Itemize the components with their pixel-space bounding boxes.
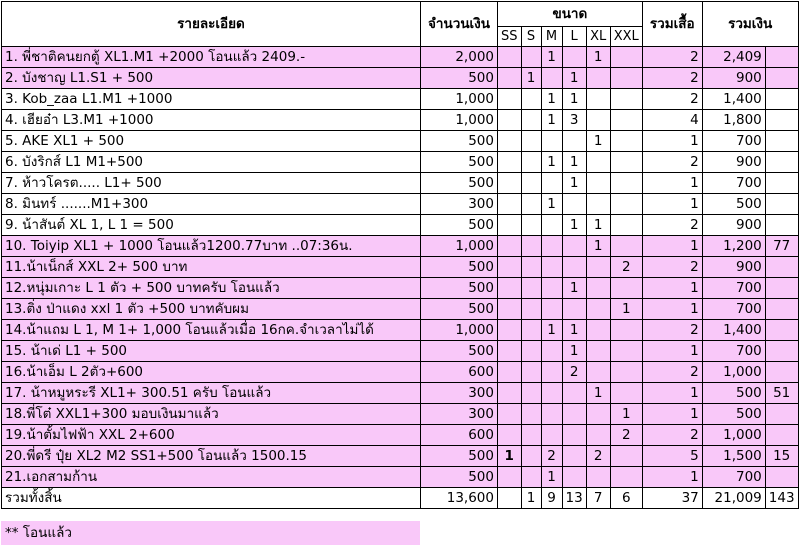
row-size-xl (586, 173, 610, 194)
row-extra (765, 152, 798, 173)
row-extra (765, 404, 798, 425)
row-size-xxl (610, 110, 642, 131)
table-row (2, 404, 799, 425)
table-row (2, 446, 799, 467)
header-size: ขนาด (498, 2, 643, 27)
row-shirts: 2 (642, 47, 702, 68)
row-detail: 11.น้าเน็กส์ XXL 2+ 500 บาท (2, 257, 421, 278)
row-money: 1,000 (702, 425, 765, 446)
row-money: 700 (702, 467, 765, 488)
row-shirts: 2 (642, 425, 702, 446)
total-s: 1 (521, 488, 541, 509)
row-size-xxl: 2 (610, 257, 642, 278)
row-size-l (562, 236, 586, 257)
row-size-s (521, 383, 541, 404)
row-shirts: 2 (642, 257, 702, 278)
row-extra (765, 299, 798, 320)
row-size-xxl (610, 131, 642, 152)
row-money: 700 (702, 278, 765, 299)
row-size-ss (498, 68, 522, 89)
row-extra (765, 110, 798, 131)
row-extra (765, 320, 798, 341)
row-amount: 500 (421, 467, 498, 488)
row-amount: 600 (421, 362, 498, 383)
row-size-l: 1 (562, 215, 586, 236)
row-extra: 77 (765, 236, 798, 257)
row-size-s (521, 257, 541, 278)
row-size-xl (586, 152, 610, 173)
row-size-xl (586, 467, 610, 488)
row-size-xl (586, 110, 610, 131)
row-size-xl (586, 299, 610, 320)
table-row (2, 320, 799, 341)
row-size-l: 2 (562, 362, 586, 383)
table-row (2, 68, 799, 89)
row-size-l: 3 (562, 110, 586, 131)
row-size-s (521, 152, 541, 173)
row-detail: 19.น้าตั้มไฟฟ้า XXL 2+600 (2, 425, 421, 446)
row-size-s (521, 320, 541, 341)
row-size-s (521, 425, 541, 446)
total-amount: 13,600 (421, 488, 498, 509)
row-shirts: 1 (642, 341, 702, 362)
row-shirts: 5 (642, 446, 702, 467)
row-money: 1,500 (702, 446, 765, 467)
total-l: 13 (562, 488, 586, 509)
total-m: 9 (541, 488, 562, 509)
row-size-ss (498, 341, 522, 362)
row-money: 900 (702, 68, 765, 89)
row-size-l: 1 (562, 68, 586, 89)
row-detail: 8. มินทร์ .......M1+300 (2, 194, 421, 215)
row-size-l: 1 (562, 320, 586, 341)
row-size-l: 1 (562, 152, 586, 173)
row-size-xl (586, 341, 610, 362)
row-size-m: 1 (541, 194, 562, 215)
row-detail: 15. น้าเด่ L1 + 500 (2, 341, 421, 362)
row-size-s (521, 173, 541, 194)
row-size-xxl: 1 (610, 404, 642, 425)
row-size-xl (586, 404, 610, 425)
total-money: 21,009 (702, 488, 765, 509)
row-size-m (541, 68, 562, 89)
row-size-xxl (610, 152, 642, 173)
header-size-xxl: XXL (610, 27, 642, 47)
row-money: 500 (702, 383, 765, 404)
row-size-xl (586, 68, 610, 89)
row-detail: 21.เอกสามก้าน (2, 467, 421, 488)
header-size-ss: SS (498, 27, 522, 47)
row-money: 500 (702, 404, 765, 425)
table-row (2, 215, 799, 236)
table-row (2, 383, 799, 404)
row-detail: 3. Kob_zaa L1.M1 +1000 (2, 89, 421, 110)
row-size-ss (498, 404, 522, 425)
row-size-s (521, 404, 541, 425)
order-rows (2, 47, 799, 488)
row-amount: 300 (421, 404, 498, 425)
row-detail: 5. AKE XL1 + 500 (2, 131, 421, 152)
row-size-ss (498, 299, 522, 320)
row-size-xxl (610, 173, 642, 194)
row-detail: 6. บังริกส์ L1 M1+500 (2, 152, 421, 173)
row-money: 700 (702, 299, 765, 320)
row-size-m: 1 (541, 47, 562, 68)
row-size-ss (498, 278, 522, 299)
row-money: 1,800 (702, 110, 765, 131)
row-money: 900 (702, 257, 765, 278)
row-amount: 500 (421, 446, 498, 467)
row-size-l (562, 131, 586, 152)
row-money: 900 (702, 152, 765, 173)
row-amount: 500 (421, 131, 498, 152)
row-detail: 7. ห้าวโครต..... L1+ 500 (2, 173, 421, 194)
row-amount: 1,000 (421, 110, 498, 131)
row-size-s (521, 299, 541, 320)
row-size-ss (498, 215, 522, 236)
row-size-xl: 1 (586, 47, 610, 68)
row-size-m (541, 236, 562, 257)
row-size-l (562, 404, 586, 425)
row-size-m: 1 (541, 467, 562, 488)
row-amount: 500 (421, 257, 498, 278)
row-detail: 18.พี่โต๋ XXL1+300 มอบเงินมาแล้ว (2, 404, 421, 425)
row-size-s (521, 110, 541, 131)
row-detail: 2. บังชาญ L1.S1 + 500 (2, 68, 421, 89)
row-size-m (541, 278, 562, 299)
row-amount: 500 (421, 341, 498, 362)
row-size-m: 1 (541, 152, 562, 173)
table-row (2, 425, 799, 446)
row-size-m: 1 (541, 320, 562, 341)
row-size-xl (586, 320, 610, 341)
row-shirts: 4 (642, 110, 702, 131)
row-size-xl (586, 194, 610, 215)
row-size-m (541, 425, 562, 446)
row-money: 1,200 (702, 236, 765, 257)
row-extra (765, 131, 798, 152)
row-shirts: 2 (642, 68, 702, 89)
row-size-m (541, 341, 562, 362)
row-size-s (521, 215, 541, 236)
row-size-l: 1 (562, 173, 586, 194)
row-size-xxl (610, 467, 642, 488)
row-size-xl: 1 (586, 131, 610, 152)
transfer-note: ** โอนแล้ว (1, 521, 420, 545)
row-size-ss (498, 194, 522, 215)
header-total-shirts: รวมเสื้อ (642, 2, 702, 47)
total-extra: 143 (765, 488, 798, 509)
total-ss (498, 488, 522, 509)
table-row (2, 362, 799, 383)
row-size-l: 1 (562, 278, 586, 299)
row-extra (765, 362, 798, 383)
row-size-xl: 1 (586, 215, 610, 236)
row-size-s (521, 446, 541, 467)
row-extra (765, 68, 798, 89)
row-shirts: 1 (642, 236, 702, 257)
row-detail: 14.น้าแถม L 1, M 1+ 1,000 โอนแล้วเมื่อ 16กค.จำเวลาไม่ได้ (2, 320, 421, 341)
row-shirts: 1 (642, 383, 702, 404)
row-extra (765, 341, 798, 362)
row-amount: 300 (421, 194, 498, 215)
row-amount: 300 (421, 383, 498, 404)
table-row (2, 110, 799, 131)
table-row (2, 152, 799, 173)
row-size-xl (586, 257, 610, 278)
row-money: 1,000 (702, 362, 765, 383)
row-extra (765, 194, 798, 215)
header-size-s: S (521, 27, 541, 47)
table-row (2, 194, 799, 215)
row-size-xxl: 2 (610, 425, 642, 446)
table-row (2, 89, 799, 110)
row-amount: 500 (421, 278, 498, 299)
row-extra (765, 89, 798, 110)
row-size-s (521, 47, 541, 68)
row-size-s (521, 236, 541, 257)
row-amount: 600 (421, 425, 498, 446)
row-size-ss (498, 110, 522, 131)
row-amount: 500 (421, 173, 498, 194)
row-detail: 13.ติ่ง ป่าแดง xxl 1 ตัว +500 บาทคับผม (2, 299, 421, 320)
row-size-ss (498, 362, 522, 383)
row-money: 2,409 (702, 47, 765, 68)
row-size-m (541, 173, 562, 194)
row-size-ss: 1 (498, 446, 522, 467)
row-detail: 9. น้าสันต์ XL 1, L 1 = 500 (2, 215, 421, 236)
row-size-m: 1 (541, 89, 562, 110)
row-money: 1,400 (702, 89, 765, 110)
row-size-xxl (610, 278, 642, 299)
row-extra (765, 47, 798, 68)
row-size-l (562, 194, 586, 215)
row-money: 700 (702, 131, 765, 152)
header-amount: จำนวนเงิน (421, 2, 498, 47)
row-size-xxl (610, 215, 642, 236)
row-size-m (541, 257, 562, 278)
row-detail: 16.น้าเอ็ม L 2ตัว+600 (2, 362, 421, 383)
row-size-xxl (610, 446, 642, 467)
total-shirts: 37 (642, 488, 702, 509)
row-size-xxl (610, 194, 642, 215)
row-size-ss (498, 257, 522, 278)
row-size-xxl (610, 47, 642, 68)
row-size-m: 1 (541, 110, 562, 131)
row-detail: 20.พี่ดรี ปุ๋ย XL2 M2 SS1+500 โอนแล้ว 1500.15 (2, 446, 421, 467)
row-size-s (521, 278, 541, 299)
row-detail: 10. Toiyip XL1 + 1000 โอนแล้ว1200.77บาท ..07:36น. (2, 236, 421, 257)
row-size-xxl (610, 341, 642, 362)
row-size-l (562, 425, 586, 446)
header-size-xl: XL (586, 27, 610, 47)
total-row (2, 488, 799, 509)
row-money: 700 (702, 341, 765, 362)
row-shirts: 2 (642, 152, 702, 173)
row-size-m (541, 404, 562, 425)
row-money: 700 (702, 173, 765, 194)
row-money: 1,400 (702, 320, 765, 341)
row-size-m (541, 215, 562, 236)
row-size-l: 1 (562, 89, 586, 110)
row-shirts: 1 (642, 467, 702, 488)
row-size-xl: 1 (586, 236, 610, 257)
header-total-money: รวมเงิน (702, 2, 798, 47)
row-size-ss (498, 173, 522, 194)
table-row (2, 47, 799, 68)
row-extra (765, 467, 798, 488)
row-size-ss (498, 152, 522, 173)
row-size-m (541, 362, 562, 383)
row-shirts: 1 (642, 299, 702, 320)
row-size-l (562, 446, 586, 467)
table-row (2, 173, 799, 194)
header-size-l: L (562, 27, 586, 47)
row-size-m (541, 299, 562, 320)
row-size-s (521, 131, 541, 152)
row-size-m (541, 383, 562, 404)
row-amount: 1,000 (421, 89, 498, 110)
row-shirts: 2 (642, 215, 702, 236)
row-size-l (562, 467, 586, 488)
row-size-xxl (610, 236, 642, 257)
row-size-s (521, 341, 541, 362)
row-extra: 15 (765, 446, 798, 467)
row-extra (765, 215, 798, 236)
table-row (2, 236, 799, 257)
table-row (2, 278, 799, 299)
row-size-m (541, 131, 562, 152)
row-size-xl (586, 362, 610, 383)
row-size-ss (498, 425, 522, 446)
row-amount: 2,000 (421, 47, 498, 68)
table-row (2, 341, 799, 362)
row-detail: 1. พี่ชาติคนยกตู้ XL1.M1 +2000 โอนแล้ว 2409.- (2, 47, 421, 68)
order-sheet (1, 1, 799, 509)
row-shirts: 1 (642, 131, 702, 152)
row-size-s (521, 89, 541, 110)
row-size-xxl (610, 68, 642, 89)
table-row (2, 257, 799, 278)
row-detail: 12.หนุ่มเกาะ L 1 ตัว + 500 บาทครับ โอนแล้ว (2, 278, 421, 299)
row-size-xxl (610, 362, 642, 383)
row-size-l (562, 47, 586, 68)
table-row (2, 131, 799, 152)
row-size-l (562, 383, 586, 404)
row-size-xl (586, 425, 610, 446)
row-size-m: 2 (541, 446, 562, 467)
row-size-ss (498, 320, 522, 341)
row-size-xxl (610, 383, 642, 404)
row-size-xxl (610, 89, 642, 110)
row-size-xl (586, 278, 610, 299)
row-extra (765, 173, 798, 194)
row-detail: 4. เฮียอ๋า L3.M1 +1000 (2, 110, 421, 131)
row-size-l: 1 (562, 341, 586, 362)
row-size-ss (498, 47, 522, 68)
total-label: รวมทั้งสิ้น (2, 488, 421, 509)
row-amount: 500 (421, 215, 498, 236)
row-extra (765, 257, 798, 278)
row-size-s (521, 362, 541, 383)
row-amount: 500 (421, 299, 498, 320)
row-size-xxl: 1 (610, 299, 642, 320)
total-xl: 7 (586, 488, 610, 509)
total-xxl: 6 (610, 488, 642, 509)
row-amount: 500 (421, 68, 498, 89)
row-size-xl: 2 (586, 446, 610, 467)
row-extra (765, 278, 798, 299)
row-shirts: 2 (642, 89, 702, 110)
row-amount: 1,000 (421, 236, 498, 257)
row-size-ss (498, 236, 522, 257)
row-amount: 500 (421, 152, 498, 173)
row-amount: 1,000 (421, 320, 498, 341)
table-row (2, 467, 799, 488)
row-size-xl: 1 (586, 383, 610, 404)
row-size-xl (586, 89, 610, 110)
row-size-s (521, 194, 541, 215)
row-size-l (562, 299, 586, 320)
row-size-ss (498, 131, 522, 152)
row-size-xxl (610, 320, 642, 341)
row-size-s (521, 467, 541, 488)
row-size-l (562, 257, 586, 278)
row-shirts: 1 (642, 194, 702, 215)
row-detail: 17. น้าหมูหระรี XL1+ 300.51 ครับ โอนแล้ว (2, 383, 421, 404)
row-size-ss (498, 89, 522, 110)
row-size-ss (498, 467, 522, 488)
row-shirts: 1 (642, 173, 702, 194)
row-extra (765, 425, 798, 446)
header-detail: รายละเอียด (2, 2, 421, 47)
row-shirts: 2 (642, 320, 702, 341)
row-shirts: 2 (642, 362, 702, 383)
row-extra: 51 (765, 383, 798, 404)
row-money: 500 (702, 194, 765, 215)
row-size-ss (498, 383, 522, 404)
row-money: 900 (702, 215, 765, 236)
row-shirts: 1 (642, 404, 702, 425)
table-row (2, 299, 799, 320)
row-size-s: 1 (521, 68, 541, 89)
header-size-m: M (541, 27, 562, 47)
row-shirts: 1 (642, 278, 702, 299)
